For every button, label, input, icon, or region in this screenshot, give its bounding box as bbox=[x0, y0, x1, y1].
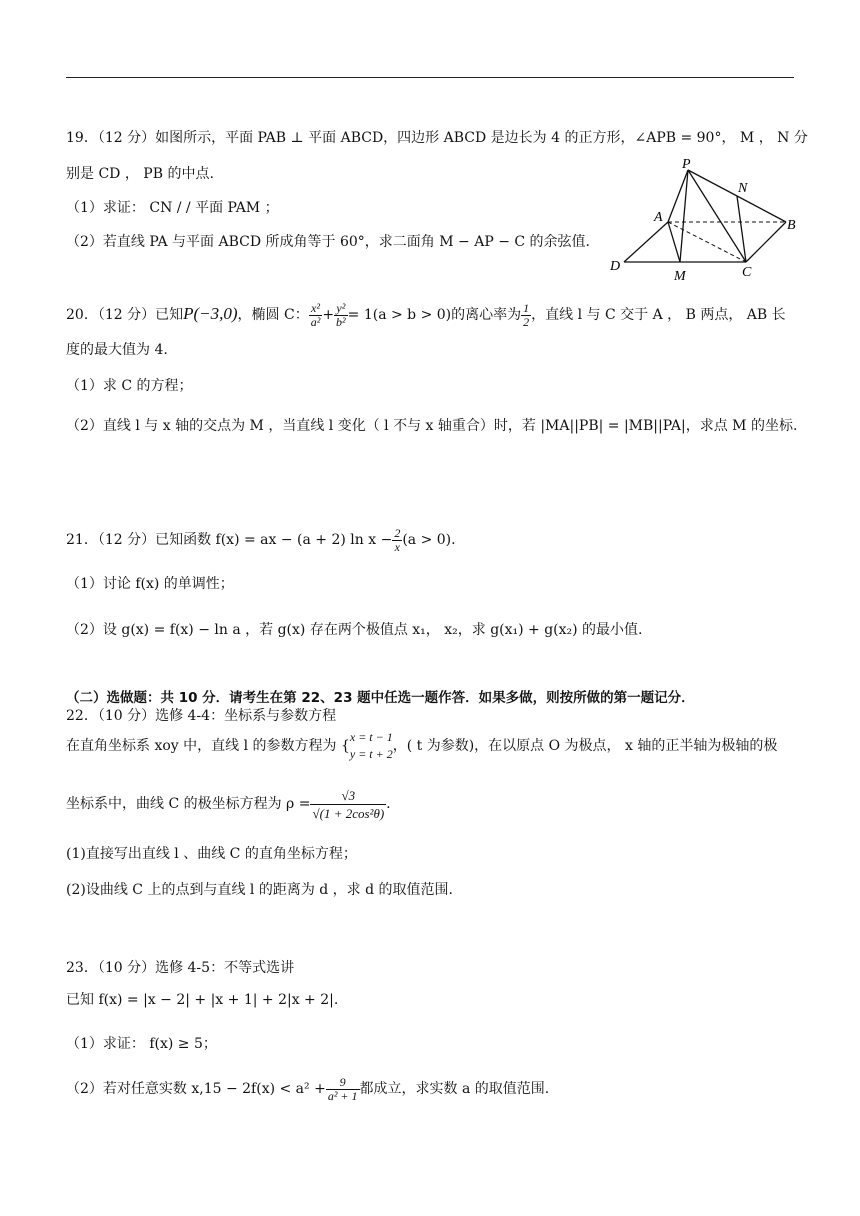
q23-part2 bbox=[66, 1072, 549, 1106]
q21-line1 bbox=[66, 525, 456, 555]
q19-line1: 19．（12 分）如图所示，平面 PAB ⊥ 平面 ABCD，四边形 ABCD 是边长为 4 的正方形，∠APB = 90°， M ， N 分 bbox=[66, 130, 808, 146]
q22-part2: (2)设曲线 C 上的点到与直线 l 的距离为 d ，求 d 的取值范围. bbox=[66, 882, 453, 898]
figure-label-a: A bbox=[654, 210, 663, 225]
q23-part1: （1）求证： f(x) ≥ 5； bbox=[66, 1036, 217, 1052]
q20-frac-x: $\frac{\text{x²}}{\text{a²}}$ bbox=[310, 300, 321, 329]
q23-inequality: （2）若对任意实数 x,15 − 2f(x) < a² + bbox=[66, 1081, 326, 1097]
figure-label-n: N bbox=[738, 181, 748, 196]
q22-part1: (1)直接写出直线 l 、曲线 C 的直角坐标方程； bbox=[66, 846, 357, 862]
q22-polar-setup: ，( t 为参数)，在以原点 O 为极点， x 轴的正半轴为极轴的极 bbox=[392, 738, 778, 754]
q20-ecc: = 1(a > b > 0)的离心率为 bbox=[347, 307, 522, 323]
q20-line2: 度的最大值为 4. bbox=[66, 342, 168, 358]
q19-pyramid-figure bbox=[600, 158, 800, 284]
figure-label-d: D bbox=[610, 259, 621, 274]
q22-period: . bbox=[386, 796, 391, 812]
q19-part2: （2）若直线 PA 与平面 ABCD 所成角等于 60°，求二面角 M − AP − C 的余弦值. bbox=[66, 234, 591, 250]
section2-heading: （二）选做题：共 10 分．请考生在第 22、23 题中任选一题作答．如果多做，则按所做的第一题记分． bbox=[66, 690, 695, 706]
figure-label-p: P bbox=[682, 158, 691, 172]
q19-line2: 别是 CD ， PB 的中点. bbox=[66, 166, 214, 182]
q21-function: 21．（12 分）已知函数 f(x) = ax − (a + 2) ln x − bbox=[66, 532, 393, 548]
q23-title: 23．（10 分）选修 4-5：不等式选讲 bbox=[66, 960, 295, 976]
q22-polar-eq: 坐标系中，曲线 C 的极坐标方程为 ρ = bbox=[66, 796, 311, 812]
q20-frac-half: $\frac{1}{2}$ bbox=[523, 300, 530, 329]
q22-line1 bbox=[66, 728, 777, 764]
figure-label-m: M bbox=[674, 269, 686, 284]
q20-intro: 20．（12 分）已知 bbox=[66, 307, 184, 323]
figure-label-b: B bbox=[787, 218, 796, 233]
q22-title: 22．（10 分）选修 4-4：坐标系与参数方程 bbox=[66, 708, 337, 724]
q20-line-tail: ，直线 l 与 C 交于 A ， B 两点， AB 长 bbox=[531, 307, 786, 323]
q23-line1: 已知 f(x) = |x − 2| + |x + 1| + 2|x + 2|. bbox=[66, 992, 339, 1008]
q22-rho-frac: $\frac{√3}{\text{√(1 + 2cos²θ)}}$ bbox=[312, 787, 385, 821]
q20-frac-y: $\frac{\text{y²}}{\text{b²}}$ bbox=[336, 300, 346, 329]
q22-line2 bbox=[66, 784, 391, 824]
q20-line1: 20．（12 分）已知P(−3,0)，椭圆 C： $\frac{\text{x²}}{\text{a²}}$ + $\frac{\text{y²}}{\text{b²}}$ = 1(a > b > 0)的离心率为 $\frac{1}{2}$ ，直线 l 与 C 交于 A ， B 两点， AB 长 bbox=[66, 300, 786, 329]
q20-part1: （1）求 C 的方程； bbox=[66, 378, 193, 394]
figure-label-c: C bbox=[742, 265, 752, 280]
q22-intro: 在直角坐标系 xoy 中，直线 l 的参数方程为 { bbox=[66, 738, 350, 754]
q23-frac: $\frac{9}{\text{a² + 1}}$ bbox=[327, 1074, 358, 1103]
q21-part2: （2）设 g(x) = f(x) − ln a ，若 g(x) 存在两个极值点 x₁， x₂，求 g(x₁) + g(x₂) 的最小值. bbox=[66, 622, 643, 638]
q23-ask: 都成立，求实数 a 的取值范围. bbox=[359, 1081, 550, 1097]
q21-part1: （1）讨论 f(x) 的单调性； bbox=[66, 576, 234, 592]
q19-part1: （1）求证： CN / / 平面 PAM ； bbox=[66, 200, 279, 216]
q22-param-system: x = t − 1 y = t + 2 bbox=[349, 730, 393, 761]
q21-frac: $\frac{2}{x}$ bbox=[394, 525, 401, 554]
q20-point: P(−3,0) bbox=[183, 304, 238, 323]
q20-ellipse-label: ，椭圆 C： bbox=[237, 307, 309, 323]
q20-part2: （2）直线 l 与 x 轴的交点为 M ，当直线 l 变化（ l 不与 x 轴重合）时，若 |MA||PB| = |MB||PA|，求点 M 的坐标. bbox=[66, 418, 798, 434]
header-rule bbox=[66, 77, 794, 78]
q21-condition: (a > 0). bbox=[402, 532, 456, 548]
